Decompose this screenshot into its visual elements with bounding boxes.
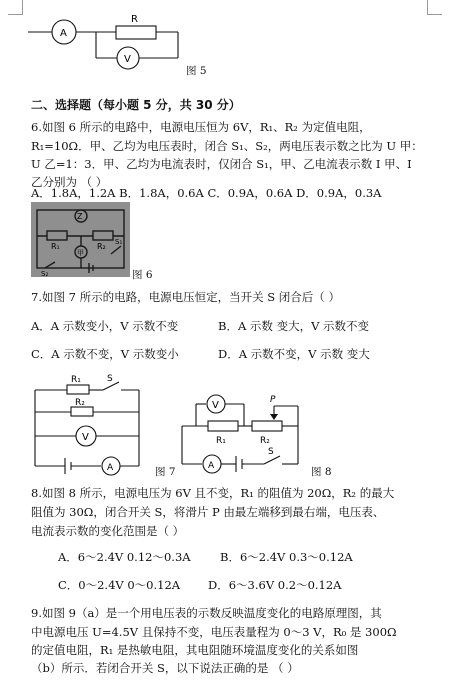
fig7-v-label: V <box>82 432 89 443</box>
q7-option-c: C．A 示数不变，V 示数变小 <box>31 347 179 361</box>
fig7-a-label: A <box>107 463 114 473</box>
q6-options: A．1.8A，1.2A B．1.8A，0.6A C．0.9A，0.6A D．0.9A，0.3A <box>31 186 382 200</box>
fig7-s-label: S <box>107 374 113 384</box>
fig7-r1-label: R₁ <box>71 375 81 385</box>
fig6-jia-label: 甲 <box>77 249 84 257</box>
fig8-s-label: S <box>268 447 274 457</box>
q7-option-a: A．A 示数变小，V 示数不变 <box>31 319 179 333</box>
fig5-voltmeter-label: V <box>124 54 131 65</box>
fig8-p-label: P <box>270 395 276 405</box>
fig8-r1-label: R₁ <box>216 436 226 446</box>
figure-5-caption: 图 5 <box>186 65 207 77</box>
q6-line-4: 乙分别为 （ ） <box>31 175 108 189</box>
q6-line-2: R₁=10Ω．甲、乙均为电压表时，闭合 S₁、S₂，两电压表示数之比为 U 甲： <box>31 139 423 153</box>
figure-6-caption: 图 6 <box>132 269 153 281</box>
fig5-resistor-label: R <box>131 14 138 25</box>
figure-8-circuit <box>174 392 304 478</box>
fig6-s1-label: S₁ <box>115 238 123 246</box>
fig5-ammeter-label: A <box>60 28 67 39</box>
fig8-a-label: A <box>208 461 215 471</box>
q7-option-d: D．A 示数不变，V 示数 变大 <box>218 347 370 361</box>
corner-mark-top-right <box>427 0 442 15</box>
fig6-z-label: Z <box>77 212 83 221</box>
section-heading: 二、选择题（每小题 5 分，共 30 分） <box>31 98 241 112</box>
figure-7-caption: 图 7 <box>155 466 176 478</box>
q8-line-2: 阻值为 30Ω，闭合开关 S，将滑片 P 由最左端移到最右端，电压表、 <box>31 505 385 519</box>
q9-line-1: 9.如图 9（a）是一个用电压表的示数反映温度变化的电路原理图，其 <box>31 606 382 620</box>
figure-5-circuit <box>28 6 188 70</box>
fig6-s2-label: S₂ <box>41 270 49 277</box>
q9-line-4: （b）所示．若闭合开关 S，以下说法正确的是 （ ） <box>31 661 299 675</box>
fig8-v-label: V <box>212 400 219 411</box>
q8-line-1: 8.如图 8 所示，电源电压为 6V 且不变，R₁ 的阻值为 20Ω，R₂ 的最大 <box>31 486 395 500</box>
fig6-r2-label: R₂ <box>97 242 106 251</box>
corner-mark-top-left <box>8 0 23 15</box>
figure-8-caption: 图 8 <box>311 466 332 478</box>
fig6-r1-label: R₁ <box>51 242 60 251</box>
q8-option-d: D．6～3.6V 0.2～0.12A <box>208 578 342 592</box>
q8-option-a: A．6～2.4V 0.12～0.3A <box>58 550 191 564</box>
q7-option-b: B．A 示数 变大，V 示数不变 <box>218 319 370 333</box>
q6-line-3: U 乙=1：3．甲、乙均为电流表时，仅闭合 S₁，甲、乙电流表示数 I 甲、I <box>31 157 412 171</box>
q8-option-b: B．6～2.4V 0.3～0.12A <box>220 550 353 564</box>
q8-line-3: 电流表示数的变化范围是（ ） <box>31 524 185 538</box>
q9-line-2: 中电源电压 U=4.5V 且保持不变，电压表量程为 0～3 V，R₀ 是 300Ω <box>31 625 397 639</box>
q7-stem: 7.如图 7 所示的电路，电源电压恒定，当开关 S 闭合后（ ） <box>31 290 340 304</box>
figure-7-circuit <box>31 374 143 480</box>
q8-option-c: C．0～2.4V 0～0.12A <box>58 578 181 592</box>
figure-6-photo <box>31 202 130 277</box>
fig7-r2-label: R₂ <box>75 398 85 408</box>
q6-line-1: 6.如图 6 所示的电路中，电源电压恒为 6V，R₁、R₂ 为定值电阻， <box>31 120 371 134</box>
fig8-r2-label: R₂ <box>260 436 270 446</box>
q9-line-3: 的定值电阻，R₁ 是热敏电阻，其电阻随环境温度变化的关系如图 <box>31 643 359 657</box>
